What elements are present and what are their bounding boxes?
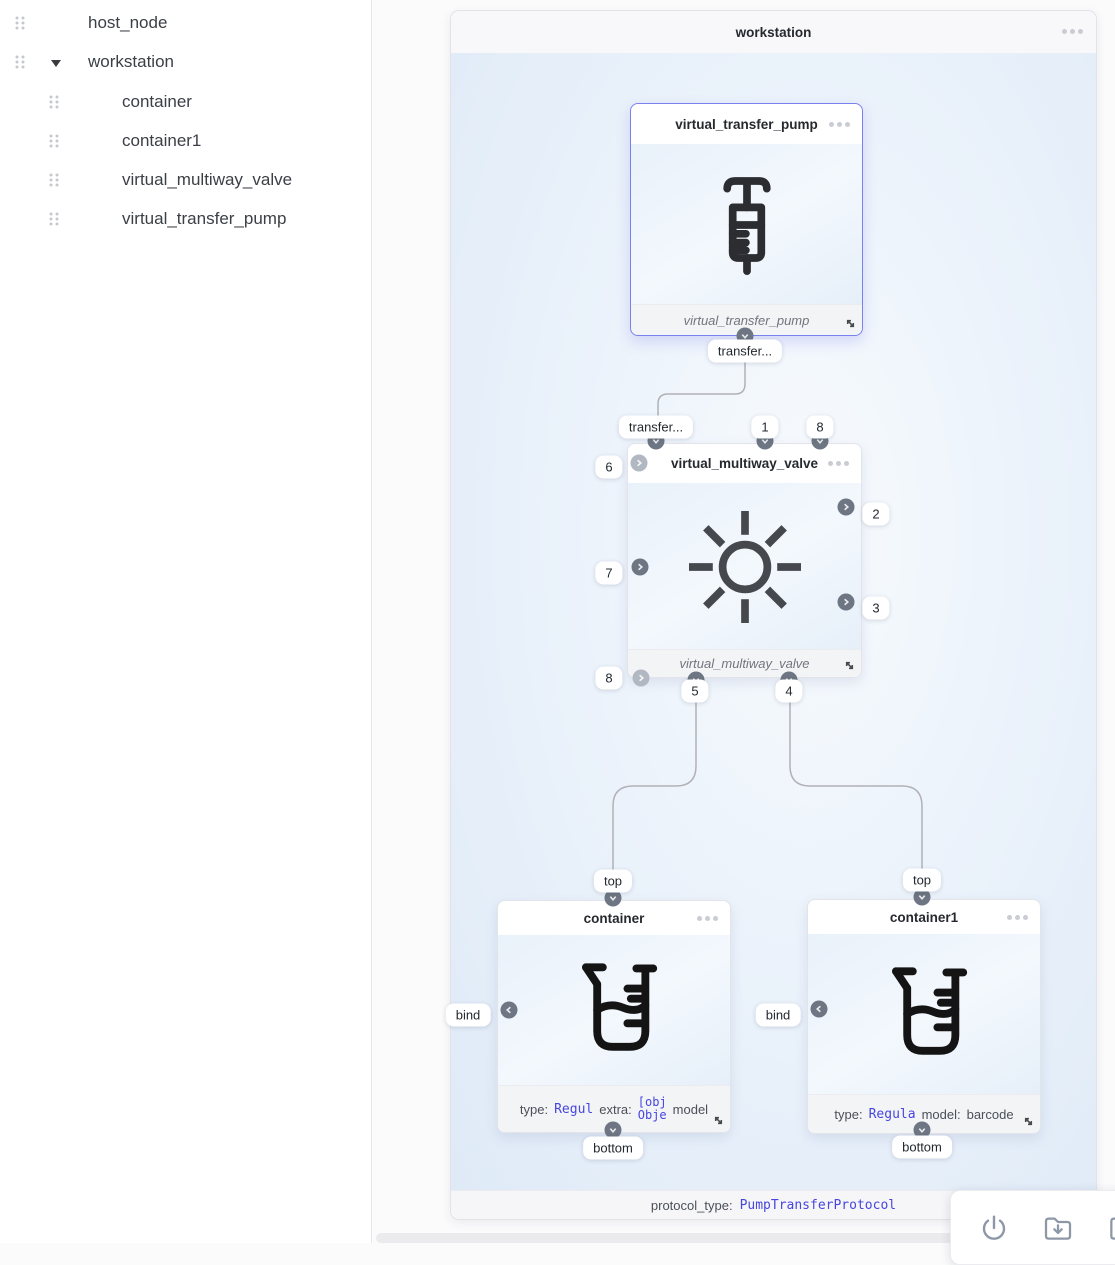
syringe-icon <box>692 155 802 295</box>
type-value[interactable]: Regula <box>868 1106 916 1122</box>
drag-handle-icon[interactable] <box>48 94 60 110</box>
model-label: model <box>672 1101 709 1117</box>
model-value[interactable]: barcode <box>966 1106 1014 1122</box>
port-label-valve-5[interactable]: 5 <box>681 680 708 703</box>
more-menu-icon[interactable] <box>829 122 850 127</box>
container-fields <box>498 1096 730 1122</box>
workstation-title: workstation <box>735 24 812 40</box>
protocol-type-label: protocol_type: <box>650 1197 733 1213</box>
extra-label: extra: <box>599 1101 632 1117</box>
type-label: type: <box>834 1106 863 1122</box>
model-label: model: <box>921 1106 961 1122</box>
power-button[interactable] <box>977 1211 1011 1245</box>
node-header[interactable] <box>628 444 861 484</box>
drag-handle-icon[interactable] <box>48 172 60 188</box>
port-valve-2[interactable] <box>838 499 855 516</box>
node-virtual-multiway-valve[interactable] <box>627 443 862 678</box>
port-label-valve-6[interactable]: 6 <box>595 456 622 479</box>
tree-item-label[interactable]: container1 <box>122 131 202 150</box>
drag-handle-icon[interactable] <box>48 133 60 149</box>
tree-item-label[interactable]: virtual_multiway_valve <box>122 170 293 189</box>
drag-handle-icon[interactable] <box>48 211 60 227</box>
port-label-container-bind[interactable]: bind <box>446 1004 491 1027</box>
port-label-container1-bottom[interactable]: bottom <box>892 1136 952 1159</box>
drag-handle-icon[interactable] <box>14 54 26 70</box>
resize-handle-icon[interactable] <box>712 1114 725 1127</box>
export-button[interactable] <box>1105 1211 1115 1245</box>
port-label-container1-top[interactable]: top <box>903 869 941 892</box>
tree-item-label[interactable]: virtual_transfer_pump <box>122 209 287 228</box>
node-body[interactable] <box>498 935 730 1086</box>
sidebar-item-host-node[interactable] <box>0 10 371 36</box>
more-menu-icon[interactable] <box>697 916 718 921</box>
power-icon <box>978 1212 1010 1244</box>
port-label-container1-bind[interactable]: bind <box>756 1004 801 1027</box>
caret-down-icon[interactable] <box>50 58 62 68</box>
more-menu-icon[interactable] <box>1062 29 1083 34</box>
port-label-valve-2[interactable]: 2 <box>862 503 889 526</box>
port-container-bind[interactable] <box>501 1002 518 1019</box>
port-label-container-bottom[interactable]: bottom <box>583 1137 643 1160</box>
port-label-pump-transfer[interactable]: transfer... <box>708 340 782 363</box>
port-label-valve-3[interactable]: 3 <box>862 597 889 620</box>
more-menu-icon[interactable] <box>828 461 849 466</box>
folder-download-icon <box>1041 1212 1075 1244</box>
drag-handle-icon[interactable] <box>14 15 26 31</box>
workstation-header[interactable] <box>451 11 1096 54</box>
tree-item-label[interactable]: host_node <box>88 13 168 32</box>
node-subtitle: virtual_multiway_valve <box>679 656 810 671</box>
beaker-icon <box>865 959 983 1071</box>
sidebar-item-workstation[interactable] <box>0 49 371 75</box>
node-title: virtual_multiway_valve <box>670 456 819 471</box>
port-label-valve-8-left[interactable]: 8 <box>595 667 622 690</box>
export-icon <box>1105 1212 1115 1244</box>
tree-item-label[interactable]: workstation <box>88 52 174 71</box>
sidebar-item-virtual-multiway-valve[interactable] <box>0 167 371 193</box>
node-container[interactable] <box>497 900 731 1133</box>
more-menu-icon[interactable] <box>1007 915 1028 920</box>
sidebar-tree <box>0 0 372 1243</box>
tree-item-label[interactable]: container <box>122 92 192 111</box>
node-container1[interactable] <box>807 899 1041 1134</box>
resize-handle-icon[interactable] <box>843 659 856 672</box>
port-label-valve-1[interactable]: 1 <box>751 416 778 439</box>
floating-toolbar <box>950 1190 1115 1265</box>
port-label-container-top[interactable]: top <box>594 870 632 893</box>
type-label: type: <box>519 1101 549 1117</box>
node-body[interactable] <box>808 934 1040 1095</box>
port-label-valve-7[interactable]: 7 <box>595 562 622 585</box>
sidebar-item-container[interactable] <box>0 89 371 115</box>
container1-fields <box>808 1107 1040 1122</box>
extra-value[interactable]: [obj Obje <box>637 1095 667 1122</box>
port-label-valve-transfer[interactable]: transfer... <box>619 416 693 439</box>
node-body[interactable] <box>628 483 861 650</box>
port-valve-6[interactable] <box>631 455 648 472</box>
sidebar-item-virtual-transfer-pump[interactable] <box>0 206 371 232</box>
port-label-valve-8-top[interactable]: 8 <box>806 416 833 439</box>
type-value[interactable]: Regul <box>554 1101 594 1117</box>
node-footer <box>628 649 861 677</box>
node-title: container <box>583 910 645 926</box>
port-valve-7[interactable] <box>632 559 649 576</box>
folder-download-button[interactable] <box>1041 1211 1075 1245</box>
protocol-type-value[interactable]: PumpTransferProtocol <box>739 1197 897 1213</box>
resize-handle-icon[interactable] <box>1022 1115 1035 1128</box>
node-title: container1 <box>889 909 959 925</box>
sidebar-item-container1[interactable] <box>0 128 371 154</box>
node-body[interactable] <box>631 144 862 305</box>
node-title: virtual_transfer_pump <box>675 116 818 132</box>
resize-handle-icon[interactable] <box>844 317 857 330</box>
node-virtual-transfer-pump[interactable] <box>630 103 863 336</box>
port-valve-3[interactable] <box>838 594 855 611</box>
port-valve-8-left[interactable] <box>633 670 650 687</box>
port-label-valve-4[interactable]: 4 <box>775 680 802 703</box>
port-container1-bind[interactable] <box>811 1001 828 1018</box>
beaker-icon <box>555 955 673 1067</box>
multiway-valve-icon <box>670 497 820 637</box>
node-header[interactable] <box>631 104 862 145</box>
node-subtitle: virtual_transfer_pump <box>683 312 810 328</box>
